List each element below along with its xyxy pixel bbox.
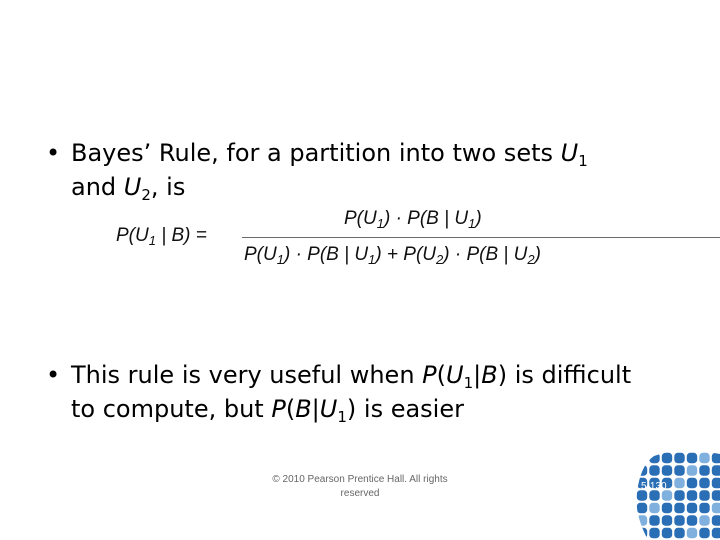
subscript: 2 [141, 186, 151, 204]
logo-tile [662, 453, 672, 463]
logo-tile [649, 503, 659, 513]
logo-tile [674, 465, 684, 475]
bullet-text-part: ( [436, 361, 447, 389]
formula-text: | B) = [155, 225, 207, 246]
logo-tile [699, 515, 709, 525]
bullet-text-part: and [71, 173, 124, 201]
variable: U [446, 361, 464, 389]
logo-tile [687, 490, 697, 500]
logo-dots [637, 453, 720, 538]
publisher-logo-icon [630, 450, 720, 540]
formula-denominator [244, 244, 541, 266]
logo-tile [662, 528, 672, 538]
logo-tile [687, 503, 697, 513]
logo-tile [712, 515, 720, 525]
bullet-text-part: Bayes’ Rule, for a partition into two sets [71, 139, 561, 167]
logo-tile [674, 490, 684, 500]
bullet-text-part: | [473, 361, 482, 389]
logo-tile [649, 465, 659, 475]
logo-tile [712, 528, 720, 538]
bullet-text [71, 136, 711, 204]
bullet-text-part: to compute, but [71, 395, 272, 423]
logo-tile [699, 478, 709, 488]
fraction-bar [242, 237, 720, 238]
logo-tile [637, 503, 647, 513]
logo-tile [687, 515, 697, 525]
variable: U [123, 173, 142, 201]
logo-tile [649, 515, 659, 525]
logo-tile [674, 503, 684, 513]
logo-tile [637, 453, 647, 463]
formula-text: P(U [116, 225, 149, 246]
bullet-dot: • [46, 361, 61, 389]
page-number: 5-130 [641, 481, 667, 492]
formula-text: ) · P(B | U [383, 208, 469, 229]
variable: B [295, 395, 312, 423]
logo-tile [699, 465, 709, 475]
variable: U [560, 139, 579, 167]
logo-tile [637, 515, 647, 525]
logo-tile [649, 453, 659, 463]
logo-tile [649, 528, 659, 538]
bullet-text-part: | [311, 395, 320, 423]
logo-tile [687, 528, 697, 538]
formula-subscript: 1 [468, 216, 476, 231]
logo-tile [699, 490, 709, 500]
bullet-text-part: ) [497, 361, 508, 389]
formula-numerator [344, 208, 482, 230]
copyright-footer [255, 473, 465, 501]
logo-tile [674, 515, 684, 525]
formula-text: P(U [244, 244, 277, 265]
bullet-dot: • [46, 139, 61, 167]
formula-subscript: 1 [376, 216, 384, 231]
bullet-text-part: , is [150, 173, 186, 201]
formula-subscript: 1 [276, 252, 284, 267]
logo-tile [637, 465, 647, 475]
formula-subscript: 1 [148, 233, 156, 248]
logo-tile [662, 515, 672, 525]
bayes-formula [112, 206, 632, 276]
logo-tile [662, 503, 672, 513]
variable: U [319, 395, 338, 423]
formula-text: ) · P(B | U [283, 244, 369, 265]
logo-tile [674, 478, 684, 488]
logo-tile [712, 490, 720, 500]
bullet-text-part: is easier [356, 395, 464, 423]
logo-tile [712, 503, 720, 513]
copyright-line: © 2010 Pearson Prentice Hall. All rights [272, 474, 448, 485]
variable: P [271, 395, 286, 423]
subscript: 1 [578, 152, 588, 170]
formula-text: ) · P(B | U [443, 244, 528, 265]
formula-subscript: 2 [527, 252, 535, 267]
logo-tile [712, 478, 720, 488]
bullet-text-part: ) [346, 395, 357, 423]
formula-text: P(U [344, 208, 377, 229]
logo-tile [699, 453, 709, 463]
formula-text: ) + P(U [375, 244, 437, 265]
copyright-line: reserved [340, 488, 380, 499]
logo-tile [674, 453, 684, 463]
variable: P [422, 361, 437, 389]
formula-lhs [116, 225, 207, 247]
formula-subscript: 1 [368, 252, 376, 267]
variable: B [481, 361, 498, 389]
logo-tile [687, 465, 697, 475]
logo-tile [637, 528, 647, 538]
logo-tile [699, 503, 709, 513]
formula-text: ) [475, 208, 482, 229]
logo-tile [712, 453, 720, 463]
logo-tile [712, 465, 720, 475]
bullet-text-part: is difficult [507, 361, 632, 389]
subscript: 1 [337, 408, 347, 426]
subscript: 1 [463, 374, 474, 392]
logo-tile [687, 478, 697, 488]
formula-subscript: 2 [436, 252, 444, 267]
bullet-text-part: This rule is very useful when [71, 361, 423, 389]
logo-tile [687, 453, 697, 463]
logo-tile [699, 528, 709, 538]
formula-text: ) [534, 244, 541, 265]
bullet-text [71, 358, 711, 426]
logo-tile [662, 465, 672, 475]
bullet-text-part: ( [285, 395, 296, 423]
logo-tile [674, 528, 684, 538]
